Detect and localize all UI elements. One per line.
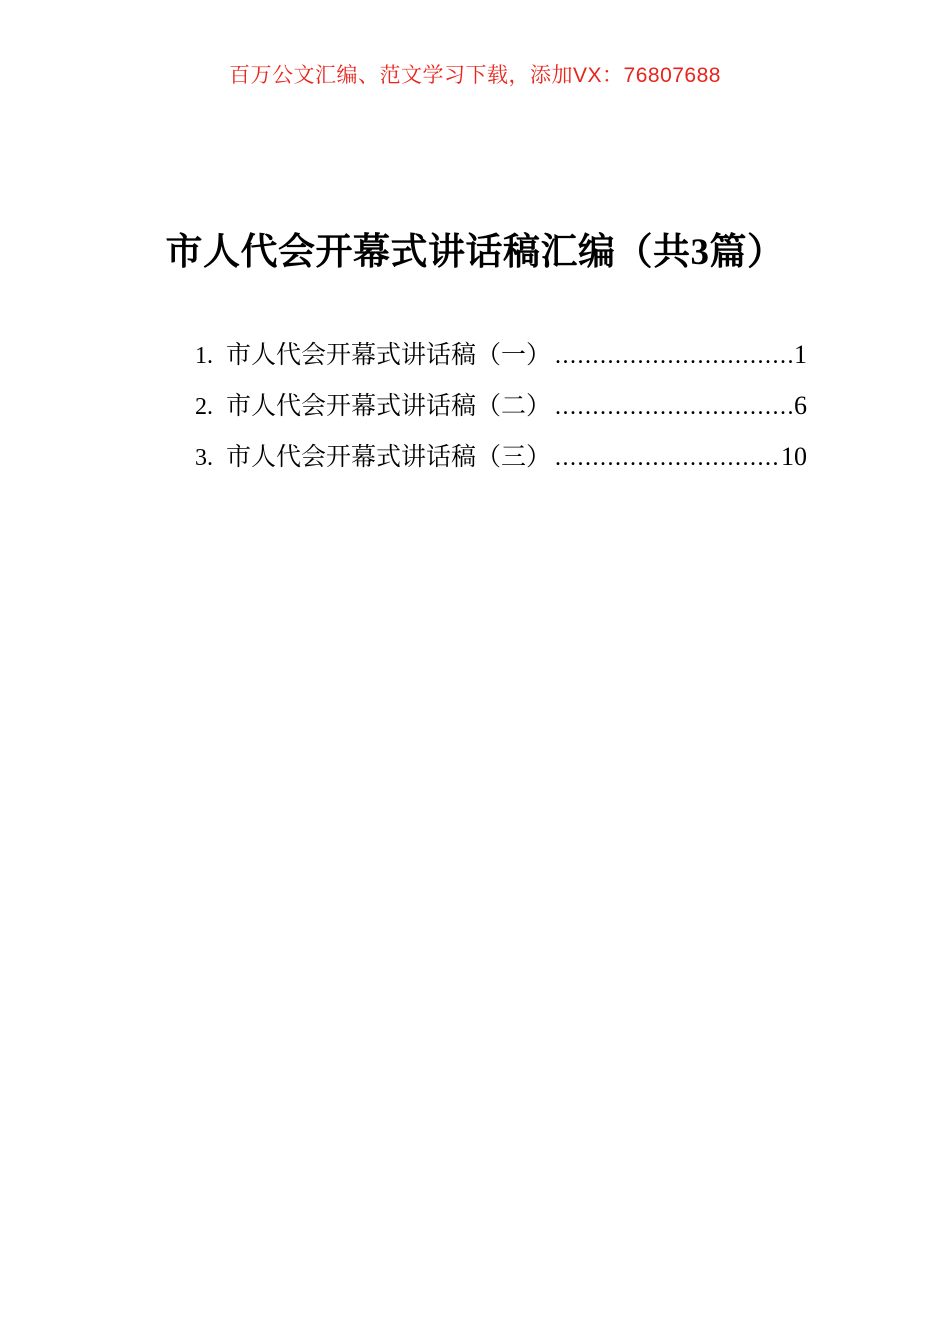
document-title-suffix: 篇）	[709, 231, 785, 272]
toc-entry-page-number: 6	[794, 391, 807, 420]
toc-entry-page-number: 1	[794, 340, 807, 369]
toc-dot-leader	[555, 445, 781, 472]
table-of-contents	[195, 335, 807, 488]
document-title	[0, 230, 950, 275]
toc-entry-number: 2.	[195, 394, 213, 420]
toc-entry-label: 市人代会开幕式讲话稿（三）	[226, 443, 552, 471]
toc-entry-3[interactable]	[195, 437, 807, 488]
toc-entry-number: 1.	[195, 343, 213, 369]
promo-header-text: 百万公文汇编、范文学习下载，添加VX：76807688	[229, 64, 721, 87]
document-title-count: 3	[690, 232, 710, 273]
toc-entry-page-number: 10	[781, 442, 807, 471]
toc-entry-label: 市人代会开幕式讲话稿（一）	[226, 341, 552, 369]
toc-dot-leader	[555, 394, 794, 421]
toc-entry-2[interactable]	[195, 386, 807, 437]
toc-entry-1[interactable]	[195, 335, 807, 386]
toc-dot-leader	[555, 343, 794, 370]
toc-entry-number: 3.	[195, 445, 213, 471]
promo-header	[0, 0, 950, 90]
toc-entry-label: 市人代会开幕式讲话稿（二）	[226, 392, 552, 420]
document-title-text: 市人代会开幕式讲话稿汇编（共	[165, 231, 691, 272]
